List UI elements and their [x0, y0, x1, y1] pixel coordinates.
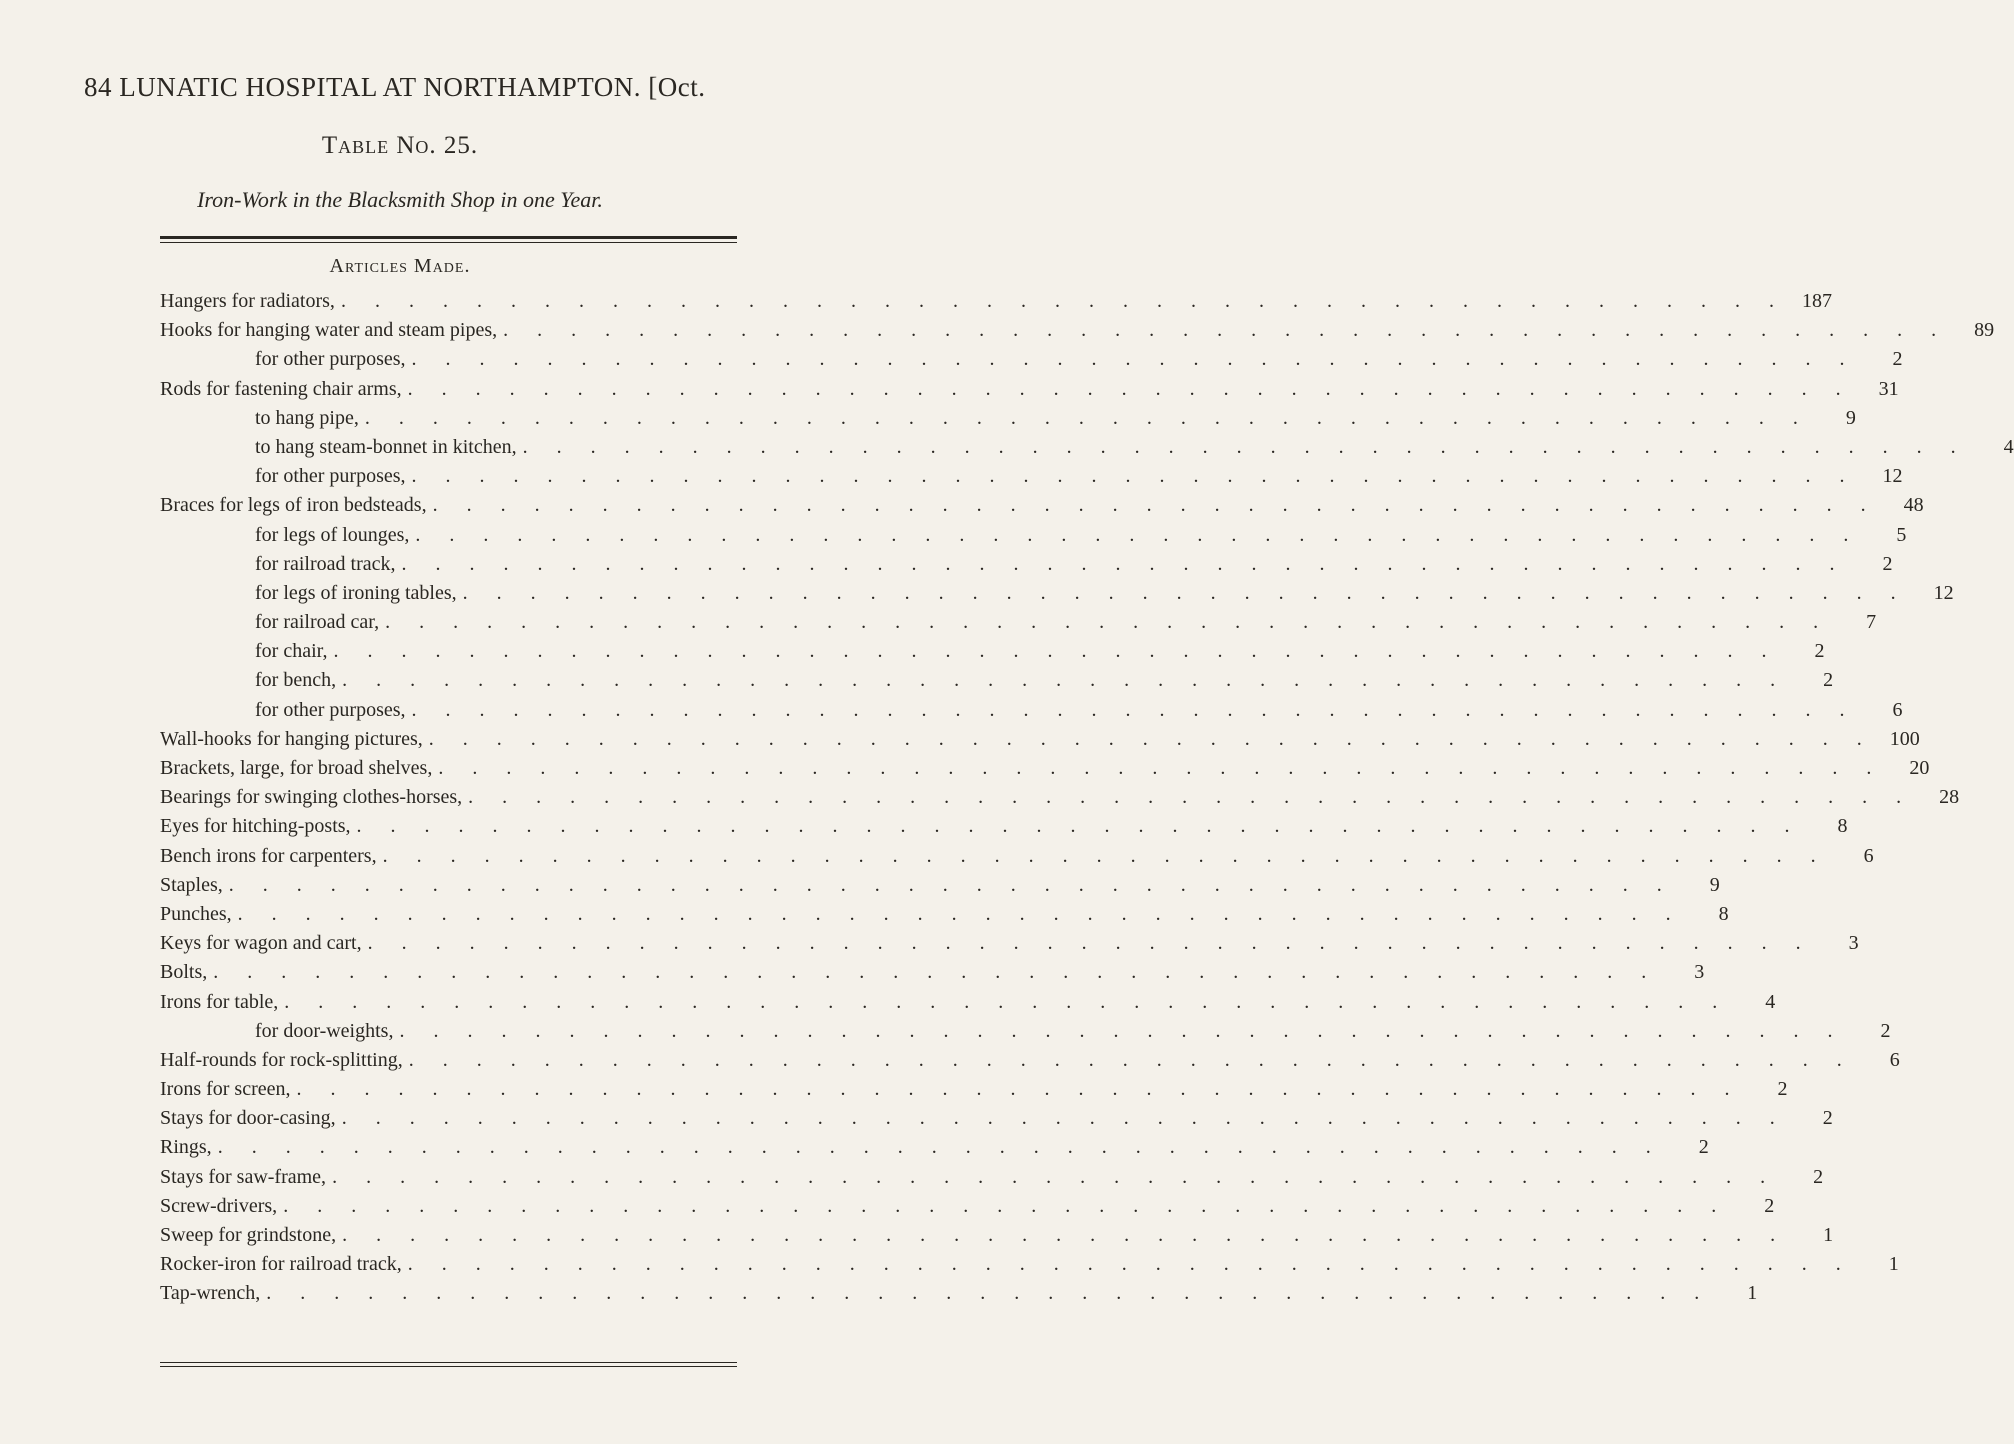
article-label: Stays for saw-frame,	[160, 1165, 327, 1188]
dot-leader: . . . . . . . . . . . . . . . . . . . . . . . . . . . . . . . . . . . . . . . . . . .	[332, 1165, 1778, 1188]
article-label: Hangers for radiators,	[160, 290, 335, 312]
table-row	[160, 929, 1859, 958]
article-label: Keys for wagon and cart,	[160, 932, 362, 955]
dot-leader: . . . . . . . . . . . . . . . . . . . . . . . . . . . . . . . . . . . . . . . . . . .	[407, 1253, 1853, 1276]
article-count: 2	[1777, 1078, 1788, 1101]
article-label: Bolts,	[160, 961, 208, 984]
article-count: 2	[1698, 1136, 1709, 1159]
article-label: to hang steam-bonnet in kitchen,	[255, 435, 517, 458]
article-count: 5	[1896, 523, 1907, 546]
table-row	[160, 316, 1995, 345]
article-label: Half-rounds for rock-splitting,	[160, 1048, 403, 1071]
running-head: 84 LUNATIC HOSPITAL AT NORTHAMPTON. [Oct.	[84, 72, 706, 102]
article-count: 9	[1709, 873, 1720, 896]
article-label: Stays for door-casing,	[160, 1107, 336, 1130]
dot-leader: . . . . . . . . . . . . . . . . . . . . . . . . . . . . . . . . . . . . . . . . . . .	[228, 873, 1674, 896]
article-label: for bench,	[255, 669, 337, 692]
article-count: 9	[1845, 406, 1856, 429]
table-row	[160, 1017, 1891, 1046]
article-label: for other purposes,	[255, 698, 406, 721]
table-row	[160, 1279, 1758, 1308]
dot-leader: . . . . . . . . . . . . . . . . . . . . . . . . . . . . . . . . . . . . . . . . . . .	[342, 669, 1788, 692]
article-count: 2	[1823, 669, 1834, 692]
table-subtitle: Iron-Work in the Blacksmith Shop in one Year.	[197, 187, 603, 212]
dot-leader: . . . . . . . . . . . . . . . . . . . . . . . . . . . . . . . . . . . . . . . . . . .	[367, 932, 1813, 955]
article-label: Hooks for hanging water and steam pipes,	[160, 319, 498, 342]
article-count: 1	[1747, 1282, 1758, 1305]
dot-leader: . . . . . . . . . . . . . . . . . . . . . . . . . . . . . . . . . . . . . . . . . . .	[401, 552, 1847, 575]
table-row	[160, 375, 1899, 404]
article-label: Irons for screen,	[160, 1078, 291, 1101]
dot-leader: . . . . . . . . . . . . . . . . . . . . . . . . . . . . . . . . . . . . . . . . . . .	[213, 961, 1659, 984]
article-count: 12	[1882, 465, 1903, 488]
article-label: Irons for table,	[160, 990, 279, 1013]
dot-leader: . . . . . . . . . . . . . . . . . . . . . . . . . . . . . . . . . . . . . . . . . . .	[411, 698, 1857, 721]
table-row	[160, 462, 1903, 491]
dot-leader: . . . . . . . . . . . . . . . . . . . . . . . . . . . . . . . . . . . . . . . . . . .	[462, 581, 1908, 604]
article-count: 7	[1866, 611, 1877, 634]
article-count: 31	[1878, 377, 1899, 400]
dot-leader: . . . . . . . . . . . . . . . . . . . . . . . . . . . . . . . . . . . . . . . . . . .	[333, 640, 1779, 663]
table-row	[160, 345, 1903, 374]
article-count: 2	[1892, 348, 1903, 371]
articles-list	[160, 287, 2014, 1309]
table-row	[160, 404, 1856, 433]
dot-leader: . . . . . . . . . . . . . . . . . . . . . . . . . . . . . . . . . . . . . . . . . . .	[522, 435, 1968, 458]
table-row	[160, 783, 1960, 812]
article-count: 6	[1889, 1048, 1900, 1071]
dot-leader: . . . . . . . . . . . . . . . . . . . . . . . . . . . . . . . . . . . . . . . . . . .	[296, 1078, 1742, 1101]
dot-leader: . . . . . . . . . . . . . . . . . . . . . . . . . . . . . . . . . . . . . . . . . . .	[237, 902, 1683, 925]
dot-leader: . . . . . . . . . . . . . . . . . . . . . . . . . . . . . . . . . . . . . . . . . . .	[438, 757, 1884, 779]
dot-leader: . . . . . . . . . . . . . . . . . . . . . . . . . . . . . . . . . . . . . . . . . . .	[382, 844, 1828, 867]
table-row	[160, 637, 1825, 666]
table-row	[160, 1192, 1775, 1221]
article-label: Rocker-iron for railroad track,	[160, 1253, 402, 1276]
article-label: Eyes for hitching-posts,	[160, 815, 351, 838]
table-row	[160, 1104, 1833, 1133]
article-label: Bench irons for carpenters,	[160, 844, 377, 867]
table-row	[160, 521, 1907, 550]
article-count: 12	[1933, 581, 1954, 604]
article-count: 48	[1903, 494, 1924, 517]
table-row	[160, 1250, 1899, 1279]
dot-leader: . . . . . . . . . . . . . . . . . . . . . . . . . . . . . . . . . . . . . . . . . . .	[283, 1194, 1729, 1217]
article-label: for door-weights,	[255, 1019, 394, 1042]
article-count: 2	[1764, 1194, 1775, 1217]
article-count: 1	[1823, 1224, 1834, 1246]
dot-leader: . . . . . . . . . . . . . . . . . . . . . . . . . . . . . . . . . . . . . . . . . . .	[356, 815, 1802, 838]
dot-leader: . . . . . . . . . . . . . . . . . . . . . . . . . . . . . . . . . . . . . . . . . . .	[217, 1136, 1663, 1159]
article-label: for legs of lounges,	[255, 523, 410, 546]
dot-leader: . . . . . . . . . . . . . . . . . . . . . . . . . . . . . . . . . . . . . . . . . . .	[432, 494, 1878, 517]
article-label: for railroad car,	[255, 611, 380, 634]
dot-leader: . . . . . . . . . . . . . . . . . . . . . . . . . . . . . . . . . . . . . . . . . . .	[415, 523, 1861, 546]
article-label: Rings,	[160, 1136, 212, 1159]
table-row	[160, 1221, 1834, 1250]
dot-leader: . . . . . . . . . . . . . . . . . . . . . . . . . . . . . . . . . . . . . . . . . . .	[428, 727, 1874, 750]
table-row	[160, 988, 1776, 1017]
article-count: 2	[1882, 552, 1893, 575]
bottom-rule-second	[160, 1366, 737, 1367]
article-label: Bearings for swinging clothes-horses,	[160, 786, 463, 809]
article-count: 3	[1848, 932, 1859, 955]
article-label: Screw-drivers,	[160, 1194, 278, 1217]
article-count: 6	[1892, 698, 1903, 721]
table-row	[160, 287, 1832, 316]
table-row	[160, 579, 1954, 608]
table-row	[160, 812, 1848, 841]
table-row	[160, 1046, 1900, 1075]
table-row	[160, 1133, 1709, 1162]
article-count: 4	[2003, 435, 2014, 458]
table-row	[160, 958, 1705, 987]
article-count: 100	[1889, 727, 1920, 750]
dot-leader: . . . . . . . . . . . . . . . . . . . . . . . . . . . . . . . . . . . . . . . . . . .	[503, 319, 1949, 342]
table-row	[160, 1163, 1824, 1192]
dot-leader: . . . . . . . . . . . . . . . . . . . . . . . . . . . . . . . . . . . . . . . . . . .	[266, 1282, 1712, 1305]
dot-leader: . . . . . . . . . . . . . . . . . . . . . . . . . . . . . . . . . . . . . . . . . . .	[408, 1048, 1854, 1071]
table-row	[160, 725, 1920, 754]
dot-leader: . . . . . . . . . . . . . . . . . . . . . . . . . . . . . . . . . . . . . . . . . . .	[364, 406, 1810, 429]
article-label: for railroad track,	[255, 552, 396, 575]
article-count: 8	[1718, 902, 1729, 925]
article-label: for other purposes,	[255, 465, 406, 488]
article-label: for chair,	[255, 640, 328, 663]
article-count: 2	[1880, 1019, 1891, 1042]
table-row	[160, 900, 1729, 929]
table-row	[160, 608, 1877, 637]
top-rule-thick	[160, 236, 737, 239]
article-label: Rods for fastening chair arms,	[160, 377, 402, 400]
article-count: 3	[1694, 961, 1705, 984]
article-count: 6	[1863, 844, 1874, 867]
article-label: Tap-wrench,	[160, 1282, 261, 1305]
table-row	[160, 754, 1930, 783]
article-label: for other purposes,	[255, 348, 406, 371]
table-row	[160, 842, 1874, 871]
article-count: 4	[1765, 990, 1776, 1013]
table-row	[160, 1075, 1788, 1104]
table-number: Table No. 25.	[321, 132, 479, 159]
article-label: Wall-hooks for hanging pictures,	[160, 727, 423, 750]
article-count: 8	[1837, 815, 1848, 838]
article-label: to hang pipe,	[255, 406, 359, 429]
table-row	[160, 550, 1893, 579]
article-count: 2	[1814, 640, 1825, 663]
article-count: 187	[1801, 290, 1832, 312]
dot-leader: . . . . . . . . . . . . . . . . . . . . . . . . . . . . . . . . . . . . . . . . . . .	[399, 1019, 1845, 1042]
dot-leader: . . . . . . . . . . . . . . . . . . . . . . . . . . . . . . . . . . . . . . . . . . .	[284, 990, 1730, 1013]
article-label: Braces for legs of iron bedsteads,	[160, 494, 427, 517]
dot-leader: . . . . . . . . . . . . . . . . . . . . . . . . . . . . . . . . . . . . . . . . . . .	[340, 290, 1786, 312]
article-count: 89	[1974, 319, 1995, 342]
dot-leader: . . . . . . . . . . . . . . . . . . . . . . . . . . . . . . . . . . . . . . . . . . .	[385, 611, 1831, 634]
table-row	[160, 491, 1924, 520]
article-count: 2	[1822, 1107, 1833, 1130]
article-label: Staples,	[160, 873, 223, 896]
article-count: 2	[1813, 1165, 1824, 1188]
dot-leader: . . . . . . . . . . . . . . . . . . . . . . . . . . . . . . . . . . . . . . . . . . .	[411, 465, 1857, 488]
dot-leader: . . . . . . . . . . . . . . . . . . . . . . . . . . . . . . . . . . . . . . . . . . .	[407, 377, 1853, 400]
article-label: Punches,	[160, 902, 232, 925]
dot-leader: . . . . . . . . . . . . . . . . . . . . . . . . . . . . . . . . . . . . . . . . . . .	[411, 348, 1857, 371]
article-label: for legs of ironing tables,	[255, 581, 457, 604]
table-row	[160, 433, 2014, 462]
dot-leader: . . . . . . . . . . . . . . . . . . . . . . . . . . . . . . . . . . . . . . . . . . .	[468, 786, 1914, 809]
table-row	[160, 871, 1720, 900]
section-heading: Articles Made.	[329, 255, 471, 277]
article-count: 28	[1939, 786, 1960, 809]
bottom-rule	[160, 1362, 737, 1363]
table-row	[160, 696, 1903, 725]
top-rule-thin	[160, 242, 737, 243]
article-count: 20	[1909, 757, 1930, 779]
dot-leader: . . . . . . . . . . . . . . . . . . . . . . . . . . . . . . . . . . . . . . . . . . .	[341, 1107, 1787, 1130]
article-label: Sweep for grindstone,	[160, 1224, 337, 1246]
dot-leader: . . . . . . . . . . . . . . . . . . . . . . . . . . . . . . . . . . . . . . . . . . .	[342, 1224, 1788, 1246]
article-count: 1	[1888, 1253, 1899, 1276]
table-row	[160, 666, 1834, 695]
article-label: Brackets, large, for broad shelves,	[160, 757, 433, 779]
